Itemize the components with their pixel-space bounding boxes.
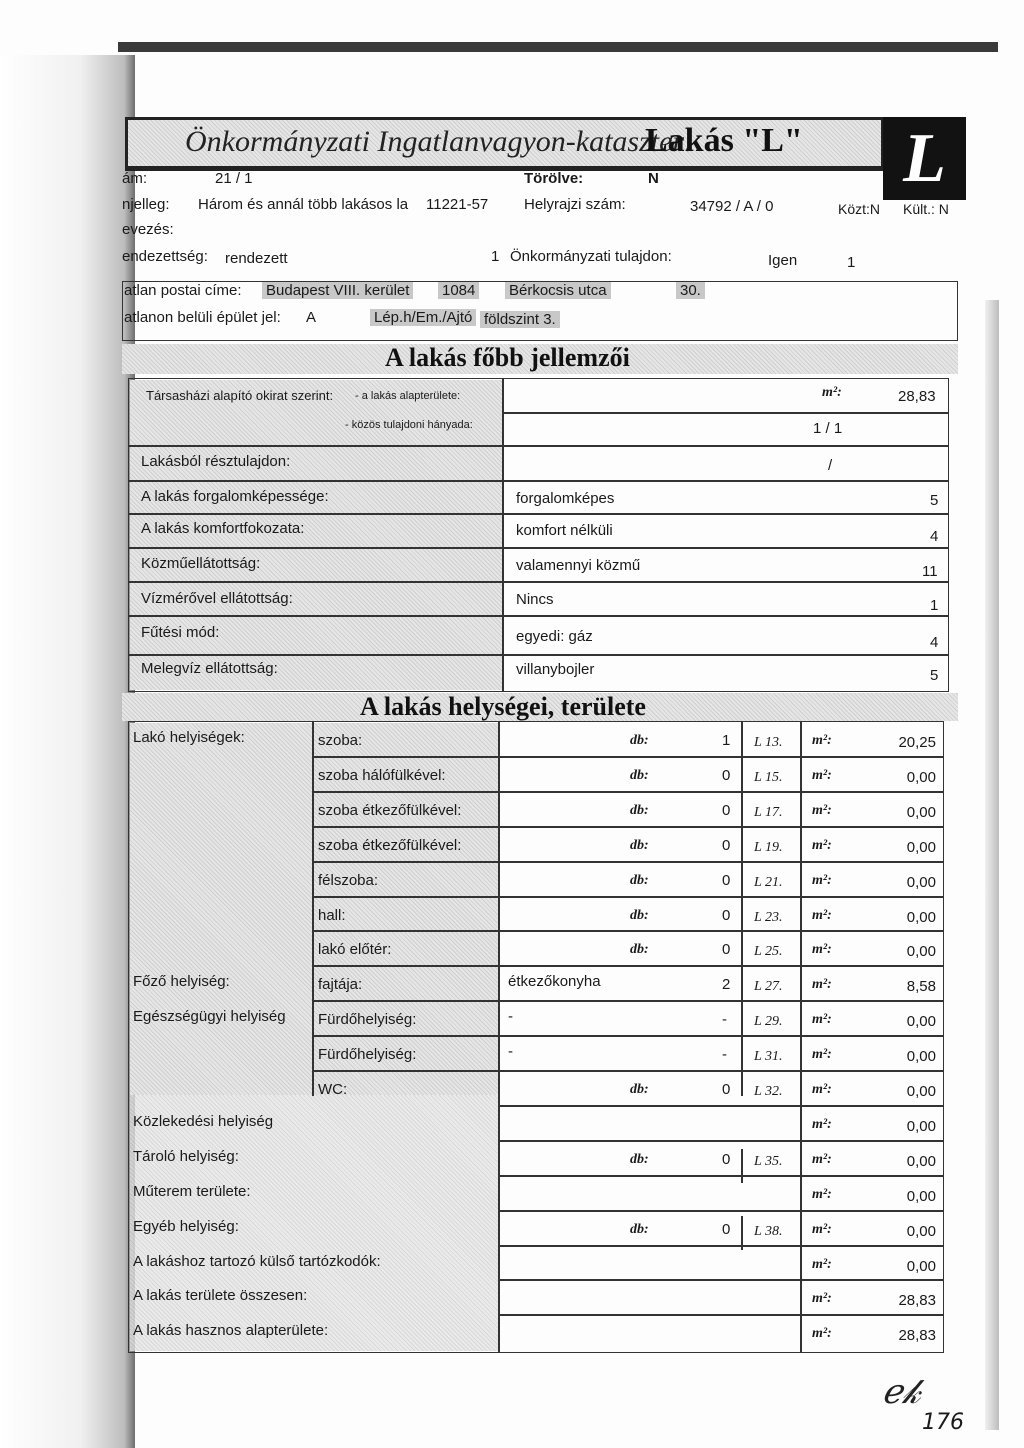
room-count: 0 (722, 1151, 731, 1168)
hanyad-label: - közös tulajdoni hányada: (345, 419, 473, 431)
room-area-unit: m²: (812, 1117, 832, 1132)
room-category: Közlekedési helyiség (133, 1113, 274, 1130)
row-divider (498, 1245, 944, 1247)
room-code: L 27. (754, 979, 783, 994)
room-category: Műterem területe: (133, 1183, 251, 1200)
room-category: Főző helyiség: (133, 973, 230, 990)
room-area-unit: m²: (812, 908, 832, 923)
room-count: - (722, 1011, 727, 1028)
room-area-unit: m²: (812, 942, 832, 957)
room-db-unit: db: (630, 803, 649, 818)
room-category: Lakó helyiségek: (133, 729, 245, 746)
feature-label: Közműellátottság: (141, 555, 261, 572)
row-divider (312, 826, 944, 828)
row-divider (312, 896, 944, 898)
nevezes-label: evezés: (122, 221, 174, 238)
alapterulet-unit: m²: (822, 385, 842, 400)
feature-label: Vízmérővel ellátottság: (141, 590, 293, 607)
row-divider (498, 1210, 944, 1212)
postai-street: Bérkocsis utca (505, 282, 611, 299)
row-divider (312, 861, 944, 863)
room-area-unit: m²: (812, 1047, 832, 1062)
feature-value: forgalomképes (516, 490, 615, 507)
room-count: 0 (722, 767, 731, 784)
room-code: L 17. (754, 805, 783, 820)
room-code: L 31. (754, 1049, 783, 1064)
room-category: A lakáshoz tartozó külső tartózkodók: (133, 1253, 381, 1270)
room-db-unit: db: (630, 942, 649, 957)
room-area-unit: m²: (812, 1012, 832, 1027)
room-name: fajtája: (318, 976, 363, 993)
room-count: 0 (722, 1221, 731, 1238)
room-db-unit: db: (630, 908, 649, 923)
room-db-unit: db: (630, 733, 649, 748)
row-divider (312, 930, 944, 932)
room-extra: - (508, 1043, 513, 1060)
room-count: 0 (722, 1081, 731, 1098)
room-extra: étkezőkonyha (508, 973, 601, 990)
tulajdon-code: 1 (847, 254, 856, 271)
room-category: A lakás területe összesen: (133, 1287, 308, 1304)
room-category: Tároló helyiség: (133, 1148, 239, 1165)
room-db-unit: db: (630, 1082, 649, 1097)
category-badge: L (883, 117, 966, 200)
room-area-unit: m²: (812, 1152, 832, 1167)
postai-city: Budapest VIII. kerület (262, 282, 413, 299)
feature-code: 4 (930, 634, 939, 651)
feature-code: 4 (930, 528, 939, 545)
room-area: 0,00 (906, 1083, 936, 1100)
room-code: L 35. (754, 1154, 783, 1169)
page-number: 176 (922, 1410, 964, 1435)
feature-value: villanybojler (516, 661, 595, 678)
postai-number: 30. (676, 282, 705, 299)
room-count: - (722, 1046, 727, 1063)
room-area: 0,00 (906, 804, 936, 821)
room-name: szoba hálófülkével: (318, 767, 446, 784)
hrsz-label: Helyrajzi szám: (524, 196, 626, 213)
room-name: lakó előtér: (318, 941, 392, 958)
row-divider (498, 1140, 944, 1142)
room-area: 0,00 (906, 1223, 936, 1240)
room-area: 0,00 (906, 943, 936, 960)
tarsashazi-label: Társasházi alapító okirat szerint: (146, 388, 334, 403)
epulet-label: atlanon belüli épület jel: (124, 309, 281, 326)
signature-initials: ℯ𝓀 (882, 1372, 921, 1412)
room-area-unit: m²: (812, 733, 832, 748)
row-divider (312, 965, 944, 967)
postai-label: atlan postai címe: (124, 282, 242, 299)
room-area: 8,58 (906, 978, 936, 995)
room-count: 1 (722, 732, 731, 749)
room-area: 28,83 (898, 1327, 936, 1344)
room-name: szoba étkezőfülkével: (318, 802, 462, 819)
room-area: 0,00 (906, 1153, 936, 1170)
torolve-label: Törölve: (524, 170, 584, 187)
alapterulet-label: - a lakás alapterülete: (355, 390, 461, 402)
resztulajdon-label: Lakásból résztulajdon: (141, 453, 291, 470)
feature-value: valamennyi közmű (516, 557, 641, 574)
row-divider (312, 791, 944, 793)
room-name: WC: (318, 1081, 348, 1098)
room-area-unit: m²: (812, 803, 832, 818)
room-area: 0,00 (906, 1048, 936, 1065)
feature-value: Nincs (516, 591, 554, 608)
epulet-value: A (306, 309, 317, 326)
room-count: 0 (722, 837, 731, 854)
room-area: 0,00 (906, 1118, 936, 1135)
room-name: szoba: (318, 732, 363, 749)
feature-label: Fűtési mód: (141, 624, 220, 641)
room-area-unit: m²: (812, 977, 832, 992)
feature-label: Melegvíz ellátottság: (141, 660, 278, 677)
room-code: L 23. (754, 910, 783, 925)
room-area: 0,00 (906, 839, 936, 856)
jelleg-value: Három és annál több lakásos la (198, 196, 409, 213)
room-area: 0,00 (906, 874, 936, 891)
room-count: 0 (722, 872, 731, 889)
feature-label: A lakás komfortfokozata: (141, 520, 305, 537)
room-count: 2 (722, 976, 731, 993)
room-name: félszoba: (318, 872, 379, 889)
feature-code: 5 (930, 667, 939, 684)
room-area-unit: m²: (812, 1291, 832, 1306)
room-db-unit: db: (630, 1222, 649, 1237)
torolve-value: N (648, 170, 659, 187)
kult-flag: Kült.: N (903, 201, 949, 217)
room-code: L 19. (754, 840, 783, 855)
room-code: L 21. (754, 875, 783, 890)
postai-zip: 1084 (438, 282, 479, 299)
row-divider (312, 756, 944, 758)
room-area: 0,00 (906, 1258, 936, 1275)
row-divider (312, 1035, 944, 1037)
szam-value: 21 / 1 (215, 170, 253, 187)
rooms-title: A lakás helységei, területe (360, 692, 646, 721)
room-db-unit: db: (630, 873, 649, 888)
hanyad-value: 1 / 1 (813, 420, 843, 437)
rendezettseg-code: 1 (491, 248, 500, 265)
tulajdon-value: Igen (768, 252, 798, 269)
tulajdon-label: Önkormányzati tulajdon: (510, 248, 672, 265)
room-category: Egyéb helyiség: (133, 1218, 239, 1235)
room-name: Fürdőhelyiség: (318, 1046, 417, 1063)
room-count: 0 (722, 802, 731, 819)
row-divider (312, 1000, 944, 1002)
room-db-unit: db: (630, 768, 649, 783)
scan-top-edge (118, 42, 998, 52)
room-name: Fürdőhelyiség: (318, 1011, 417, 1028)
room-area-unit: m²: (812, 768, 832, 783)
row-divider (498, 1175, 944, 1177)
room-area: 28,83 (898, 1292, 936, 1309)
row-divider (498, 1279, 944, 1281)
room-code: L 15. (754, 770, 783, 785)
room-category: A lakás hasznos alapterülete: (133, 1322, 329, 1339)
resztulajdon-value: / (828, 457, 833, 474)
feature-code: 1 (930, 597, 939, 614)
room-code: L 25. (754, 944, 783, 959)
feature-label: A lakás forgalomképessége: (141, 488, 329, 505)
rendezettseg-value: rendezett (225, 250, 288, 267)
room-area: 0,00 (906, 909, 936, 926)
kozt-flag: Közt:N (838, 201, 881, 217)
room-area: 20,25 (898, 734, 936, 751)
features-title: A lakás főbb jellemzői (385, 343, 630, 372)
room-code: L 32. (754, 1084, 783, 1099)
lep-label: Lép.h/Em./Ajtó (370, 309, 476, 326)
room-count: 0 (722, 941, 731, 958)
room-extra: - (508, 1008, 513, 1025)
room-category: Egészségügyi helyiség (133, 1008, 286, 1025)
page-title-suffix: Lakás "L" (645, 122, 803, 159)
room-area-unit: m²: (812, 1326, 832, 1341)
room-code: L 38. (754, 1224, 783, 1239)
scan-shadow-left (0, 55, 135, 1448)
room-area: 0,00 (906, 1013, 936, 1030)
hrsz-value: 34792 / A / 0 (690, 198, 774, 215)
room-code: L 29. (754, 1014, 783, 1029)
row-divider (312, 1070, 944, 1072)
room-area-unit: m²: (812, 1187, 832, 1202)
row-divider (498, 1105, 944, 1107)
room-name: szoba étkezőfülkével: (318, 837, 462, 854)
alapterulet-value: 28,83 (898, 388, 936, 405)
room-area: 0,00 (906, 769, 936, 786)
room-area-unit: m²: (812, 1222, 832, 1237)
room-name: hall: (318, 907, 346, 924)
room-code: L 13. (754, 735, 783, 750)
room-db-unit: db: (630, 1152, 649, 1167)
szam-label: ám: (122, 170, 148, 187)
feature-value: egyedi: gáz (516, 628, 593, 645)
page-title: Önkormányzati Ingatlanvagyon-kataszter: (185, 125, 695, 158)
lep-value: földszint 3. (480, 311, 560, 328)
feature-code: 5 (930, 492, 939, 509)
feature-code: 11 (922, 563, 938, 580)
rendezettseg-label: endezettség: (122, 248, 208, 265)
jelleg-label: njelleg: (122, 196, 170, 213)
room-area: 0,00 (906, 1188, 936, 1205)
jelleg-code: 11221-57 (426, 196, 489, 213)
room-count: 0 (722, 907, 731, 924)
room-db-unit: db: (630, 838, 649, 853)
room-area-unit: m²: (812, 838, 832, 853)
row-divider (498, 1314, 944, 1316)
scan-shadow-right (985, 300, 999, 1430)
room-area-unit: m²: (812, 873, 832, 888)
feature-value: komfort nélküli (516, 522, 613, 539)
room-area-unit: m²: (812, 1257, 832, 1272)
room-area-unit: m²: (812, 1082, 832, 1097)
